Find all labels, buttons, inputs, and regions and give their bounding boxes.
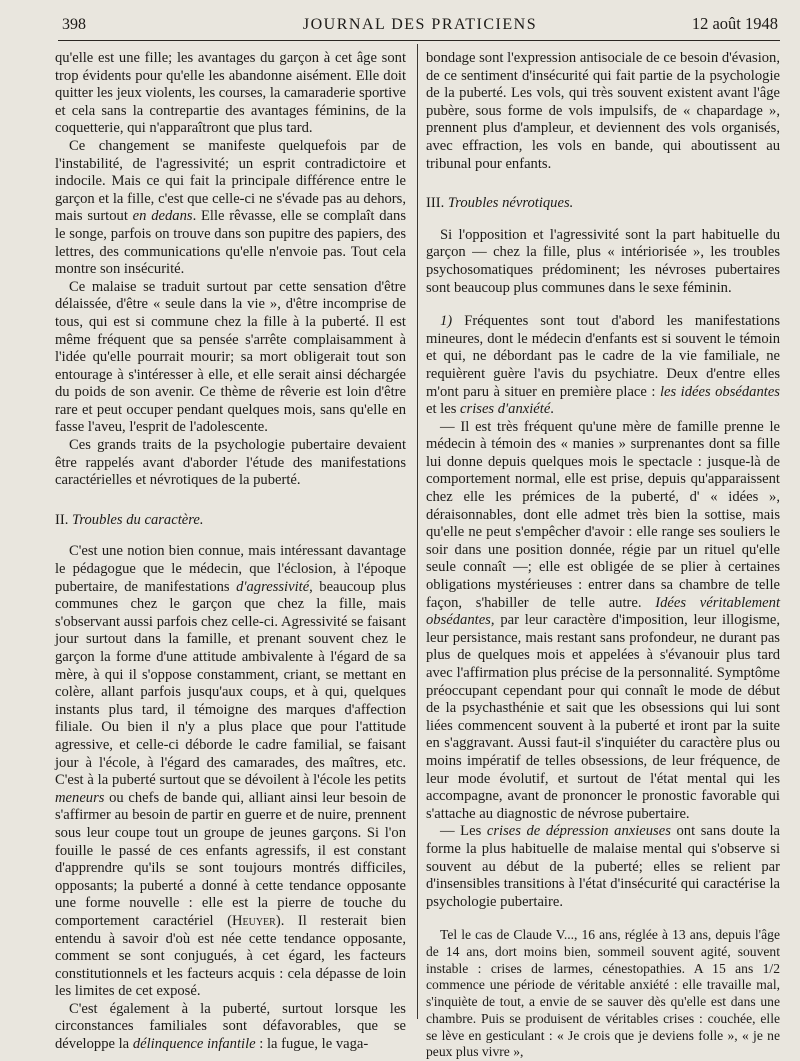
paragraph: qu'elle est une fille; les avantages du garçon à cet âge sont trop évidents pour qu'elle les abandonne aisément. Elle doit quitter les jeux violents, les courses, la camaraderie sportive et cela sans la contrepartie des avantages féminins, de la coquetterie, qui n'apparaîtront que plus tard. (55, 50, 406, 137)
right-column (426, 50, 780, 1061)
case-report: Tel le cas de Claude V..., 16 ans, réglée à 13 ans, depuis l'âge de 14 ans, dort moins bien, sommeil souvent agité, souvent instable : crises de larmes, cénestopathies. A 15 ans 1/2 commence une période de véritable anxiété : elle travaille mal, s'inquiète de tout, a envie de se sauver dès qu'elle est dans une chambre. Puis se produisent de véritables crises : couchée, elle se lève en gesticulant : « Je crois que je deviens folle », « je ne peux plus vivre », (426, 927, 780, 1060)
journal-title: JOURNAL DES PRATICIENS (302, 16, 538, 33)
italic-term: d'agressivité (236, 578, 310, 595)
paragraph: C'est une notion bien connue, mais intéressant davantage le pédagogue que le médecin, que l'éclosion, à l'époque pubertaire, de manifestations d'agressivité, beaucoup plus communes chez le garçon que chez la fille, mais s'observant aussi parfois chez celle-ci. Agressivité se faisant jour surtout dans la famille, et prenant souvent chez le garçon la forme d'une attitude ambivalente à l'égard de sa mère, à qui il s'oppose constamment, criant, se mettant en colère, allant parfois jusqu'aux coups, et à qui, quelques instants plus tard, il témoigne des marques d'affection filiale. Ou bien il n'y a plus place que pour l'attitude agressive, et celle-ci déborde le cadre familial, se faisant jour à l'école, à l'égard des camarades, des maîtres, etc. C'est à la puberté surtout que se dévoilent à l'école les petits meneurs ou chefs de bande qui, alliant ainsi leur besoin de s'affirmer au besoin de partir en guerre et de nuire, prennent sous leur coupe tout un groupe de jeunes garçons. Si l'on fouille le passé de ces enfants agressifs, il est constant d'apprendre qu'ils se sont toujours montrés difficiles, opposants; la puberté a donné à cette tendance opposante une forme nouvelle : elle est la pierre de touche du comportement caractériel (Heuyer). Il resterait bien entendu à savoir d'où est née cette tendance opposante, comment se sont conjugués, à cet égard, les facteurs constitutionnels et les facteurs acquis : cela dépasse de loin les limites de cet exposé. (55, 543, 406, 1000)
italic-term: meneurs (55, 789, 105, 806)
italic-term: crises de dépression anxieuses (486, 823, 671, 840)
page-header (62, 12, 778, 38)
left-column (55, 50, 406, 1054)
paragraph: C'est également à la puberté, surtout lorsque les circonstances familiales sont défavorables, que se développe la délinquence infantile : la fugue, le vaga- (55, 1000, 406, 1053)
italic-term: Idées véritablement obsédantes (426, 594, 780, 629)
italic-term: délinquence infantile (132, 1036, 256, 1053)
header-rule (58, 40, 780, 41)
paragraph: Si l'opposition et l'agressivité sont la part habituelle du garçon — chez la fille, plus « intériorisée », les troubles psychosomatiques prédominent; les névroses pubertaires sont beaucoup plus communes dans le sexe féminin. (426, 226, 780, 296)
page-number: 398 (62, 16, 86, 33)
paragraph: — Les crises de dépression anxieuses ont sans doute la forme la plus habituelle de malaise mental qui s'observe si souvent au début de la puberté; elles se relient par d'insensibles transitions à l'état d'insécurité qui caractérise la psychologie pubertaire. (426, 823, 780, 910)
italic-term: les idées obsédantes (659, 383, 780, 400)
section-heading-ii: II. Troubles du caractère. (55, 511, 204, 528)
paragraph: Ce malaise se traduit surtout par cette sensation d'être délaissée, d'être « seule dans la vie », d'être incomprise de tous, qui est si commune chez la fille à la puberté. Il est même fréquent que sa pensée s'arrête complaisamment à l'idée qu'elle pourrait mourir; sa mort obligerait tout son entourage à s'intéresser à elle, et elle serait ainsi déchargée du poids de son avenir. Ce thème de rêverie est loin d'être rare et peut occuper pendant quelques mois, sans qu'elle en fasse l'aveu, l'esprit de l'adolescente. (55, 278, 406, 436)
paragraph: bondage sont l'expression antisociale de ce besoin d'évasion, de ce sentiment d'insécurité qui fait partie de la psychologie de la puberté. Les vols, qui très souvent existent avant l'âge pubère, sous forme de vols impulsifs, de « chapardage », prennent plus d'ampleur, et deviennent des vols organisés, avec effraction, les vols en bande, qui aboutissent au tribunal pour enfants. (426, 50, 780, 172)
paragraph: Ces grands traits de la psychologie pubertaire devaient être rappelés avant d'aborder l'étude des manifestations caractérielles et névrotiques de la puberté. (55, 437, 406, 489)
italic-term: en dedans (132, 208, 193, 225)
list-number: 1) (440, 313, 453, 330)
paragraph: Ce changement se manifeste quelquefois par de l'instabilité, de l'agressivité; un esprit contradictoire et indocile. Mais ce qui fait la principale différence entre le garçon et la fille, c'est que celle-ci ne s'évade pas au dehors, mais surtout en dedans. Elle rêvasse, elle se complaît dans le songe, parfois on trouve dans son pupitre des papiers, des lettres, des communications qu'elle n'envoie pas. Tout cela montre son insécurité. (55, 137, 406, 278)
paragraph: — Il est très fréquent qu'une mère de famille prenne le médecin à témoin des « manies » surprenantes dont sa fille lui donne depuis quelques mois le spectacle : jusque-là de comportement normal, elle est prise, depuis qu'apparaissent chez elle les prémices de la puberté, d' « idées », déraisonnables, dont elle admet très bien la sottise, mais qu'elle ne peut s'empêcher d'avoir : elle range ses souliers le soir dans une position donnée, régie par un rituel qu'elle seule connaît —; elle est obligée de se plier à certaines obligations mystérieuses : entrer dans sa chambre de telle façon, s'habiller de telle autre. Idées véritablement obsédantes, par leur caractère d'imposition, leur illogisme, leur persistance, mais restant sans profondeur, ne durant pas plus de quelques mois et appelées à s'évanouir plus tard avec l'affirmation plus précise de la personnalité. Symptôme préoccupant cependant pour qui connaît le mode de début de la psychasthénie et sait que les obsessions qui lui sont liées commencent souvent à la puberté et iront par la suite en s'aggravant. Aussi faut-il s'inquiéter du caractère plus ou moins impératif de telles obsessions, de leur fréquence, de leur mode évolutif, et surtout de l'état mental qui les accompagne, avant de prononcer le pronostic favorable qui s'attache au diagnostic de névrose pubertaire. (426, 418, 780, 822)
paragraph: 1) Fréquentes sont tout d'abord les manifestations mineures, dont le médecin d'enfants est si souvent le témoin et qui, ne débordant pas le cadre de la vie familiale, ne requièrent guère l'avis du psychiatre. Deux d'entre elles m'ont paru à situer en première place : les idées obsédantes et les crises d'anxiété. (426, 313, 780, 418)
column-divider (417, 44, 418, 1019)
author-name: Heuyer (231, 912, 276, 929)
italic-term: crises d'anxiété (460, 401, 551, 418)
issue-date: 12 août 1948 (691, 14, 778, 33)
section-heading-iii: III. Troubles névrotiques. (426, 195, 574, 212)
